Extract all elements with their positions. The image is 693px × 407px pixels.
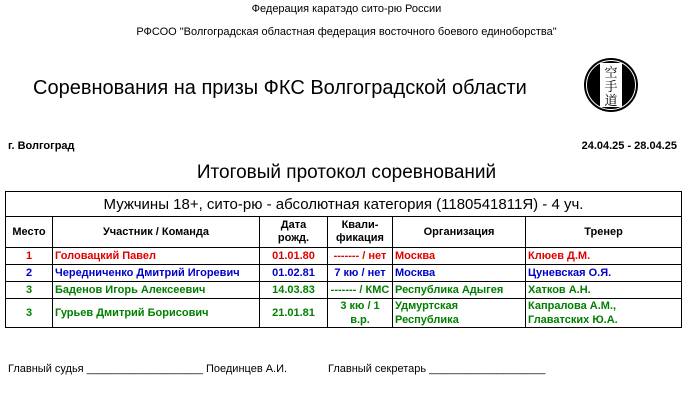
row-place: 3 <box>6 299 53 328</box>
header-organization: Организация <box>393 217 526 248</box>
row-qualification: ------- / нет <box>328 248 393 265</box>
row-organization-line1: Удмуртская <box>395 300 459 312</box>
table-row <box>6 265 682 282</box>
row-dob: 21.01.81 <box>260 299 328 328</box>
row-organization: Москва <box>393 265 526 282</box>
row-organization-line2: Республика <box>395 314 459 326</box>
row-qualification: 7 кю / нет <box>328 265 393 282</box>
row-participant: Гурьев Дмитрий Борисович <box>53 299 260 328</box>
row-dob: 14.03.83 <box>260 282 328 299</box>
header-coach: Тренер <box>526 217 682 248</box>
table-row <box>6 282 682 299</box>
results-table <box>5 191 682 328</box>
row-dob: 01.01.80 <box>260 248 328 265</box>
row-qualification: ------- / КМС <box>328 282 393 299</box>
federation-line: Федерация каратэдо сито-рю России <box>251 3 442 15</box>
header-place: Место <box>6 217 53 248</box>
table-row <box>6 248 682 265</box>
row-participant: Головацкий Павел <box>53 248 260 265</box>
table-row <box>6 299 682 328</box>
category-title: Мужчины 18+, сито-рю - абсолютная категория (1180541811Я) - 4 уч. <box>6 192 682 217</box>
city: г. Волгоград <box>8 140 75 152</box>
header-qual-line2: фикация <box>336 232 384 244</box>
row-dob: 01.02.81 <box>260 265 328 282</box>
header-qualification <box>328 217 393 248</box>
header-qual-line1: Квали- <box>341 219 379 231</box>
emblem-glyph-2: 手 <box>604 80 618 95</box>
regional-federation-line: РФСОО "Волгоградская областная федерация восточного боевого единоборства" <box>136 26 557 38</box>
row-coach: Клюев Д.М. <box>526 248 682 265</box>
row-coach-line1: Капралова А.М., <box>528 300 617 312</box>
row-coach <box>526 299 682 328</box>
row-organization: Москва <box>393 248 526 265</box>
row-coach: Цуневская О.Я. <box>526 265 682 282</box>
row-coach: Хатков А.Н. <box>526 282 682 299</box>
page-title: Соревнования на призы ФКС Волгоградской области <box>33 77 527 99</box>
header-dob-line2: рожд. <box>277 232 310 244</box>
row-place: 2 <box>6 265 53 282</box>
header-dob <box>260 217 328 248</box>
emblem-glyph-3: 道 <box>604 94 618 109</box>
karatedo-emblem-icon <box>583 57 639 113</box>
row-coach-line2: Главатских Ю.А. <box>528 314 618 326</box>
chief-judge-signature: Главный судья ___________________ Поединцев А.И. <box>8 363 288 375</box>
protocol-title: Итоговый протокол соревнований <box>196 162 497 183</box>
emblem-glyph-1: 空 <box>604 66 618 81</box>
chief-secretary-signature: Главный секретарь ___________________ <box>328 363 546 375</box>
row-participant: Баденов Игорь Алексеевич <box>53 282 260 299</box>
header-participant: Участник / Команда <box>53 217 260 248</box>
header-dob-line1: Дата <box>280 219 307 231</box>
row-organization: Республика Адыгея <box>393 282 526 299</box>
competition-dates: 24.04.25 - 28.04.25 <box>581 140 677 152</box>
row-qualification: 3 кю / 1 в.р. <box>328 299 393 328</box>
row-organization <box>393 299 526 328</box>
row-place: 3 <box>6 282 53 299</box>
row-participant: Чередниченко Дмитрий Игоревич <box>53 265 260 282</box>
row-place: 1 <box>6 248 53 265</box>
